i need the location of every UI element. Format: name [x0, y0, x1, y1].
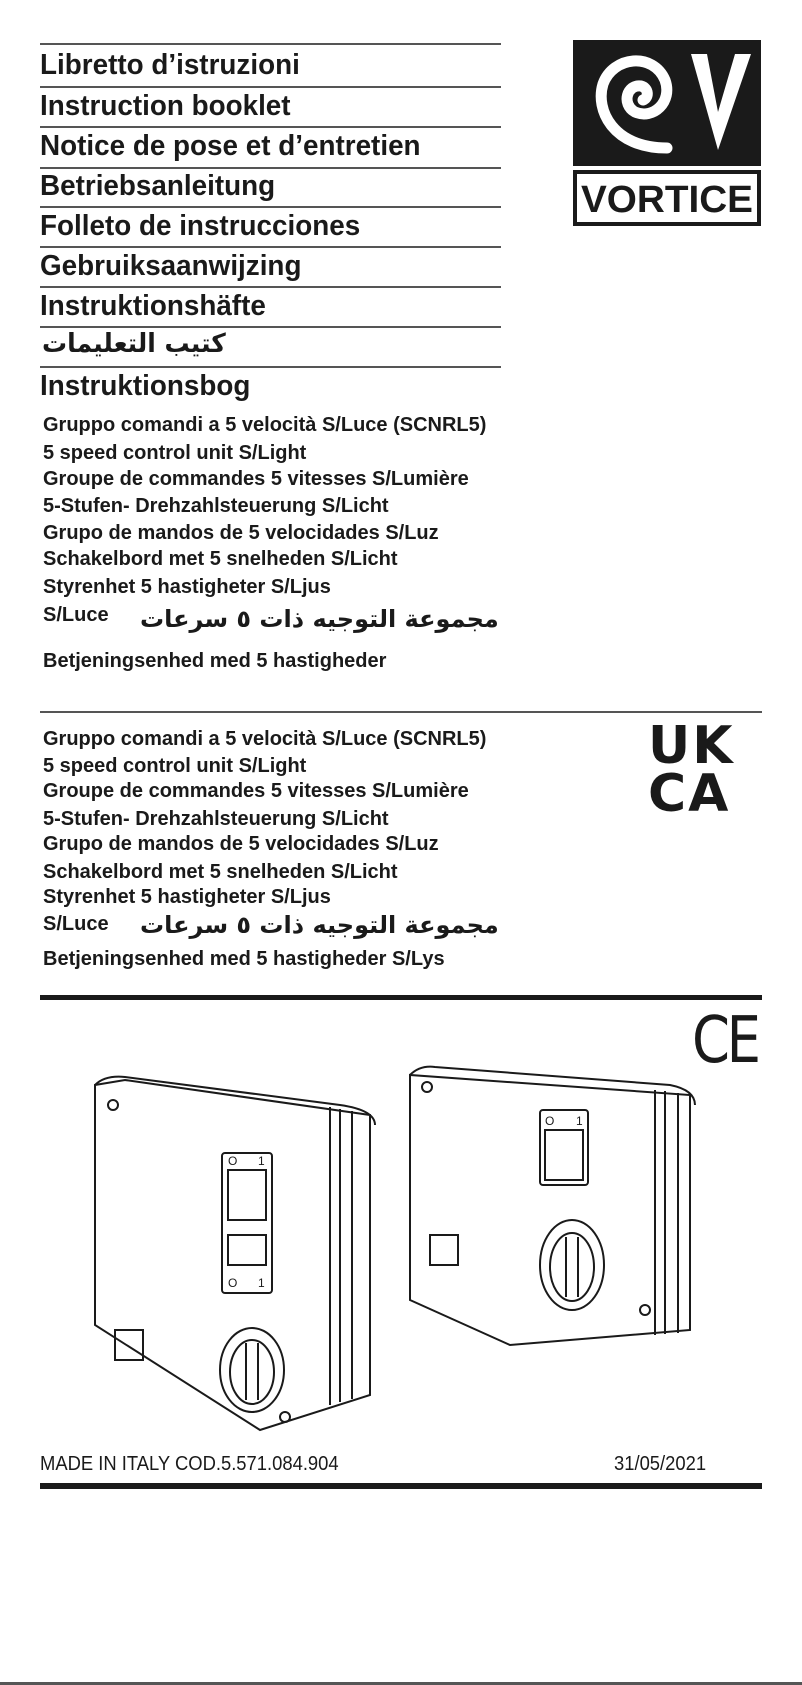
title-da: Instruktionsbog [40, 370, 251, 402]
divider [40, 167, 501, 169]
vortice-logo [573, 40, 761, 226]
ukca-top: UK [648, 716, 735, 776]
product-name-en: 5 speed control unit S/Light [43, 442, 307, 464]
title-sv: Instruktionshäfte [40, 290, 266, 322]
ukca-bottom: CA [648, 764, 731, 824]
product-name-de: 5-Stufen- Drehzahlsteuerung S/Licht [43, 495, 389, 517]
product-name-fr: Groupe de commandes 5 vitesses S/Lumière [43, 780, 469, 802]
product-code: MADE IN ITALY COD.5.571.084.904 [40, 1453, 339, 1475]
product-name-ar: مجموعة التوجيه ذات ٥ سرعات [140, 605, 499, 633]
svg-text:1: 1 [576, 1114, 583, 1128]
product-name-en: 5 speed control unit S/Light [43, 755, 307, 777]
section-divider [40, 711, 762, 713]
product-illustration [90, 1045, 710, 1440]
divider [40, 43, 501, 45]
product-name-fr: Groupe de commandes 5 vitesses S/Lumière [43, 468, 469, 490]
divider [40, 126, 501, 128]
svg-text:1: 1 [258, 1276, 265, 1290]
title-nl: Gebruiksaanwijzing [40, 250, 302, 282]
product-name-ar-prefix: S/Luce [43, 604, 109, 626]
title-de: Betriebsanleitung [40, 170, 276, 202]
product-name-da: Betjeningsenhed med 5 hastigheder [43, 650, 387, 672]
product-name-ar-prefix: S/Luce [43, 913, 109, 935]
divider [40, 86, 501, 88]
product-name-ar: مجموعة التوجيه ذات ٥ سرعات [140, 911, 499, 939]
title-ar: كتيب التعليمات [42, 329, 226, 359]
control-unit-left [95, 1077, 375, 1430]
product-name-nl: Schakelbord met 5 snelheden S/Licht [43, 861, 398, 883]
ukca-mark [648, 716, 735, 824]
footer-divider [40, 1483, 762, 1489]
svg-text:1: 1 [258, 1154, 265, 1168]
product-name-sv: Styrenhet 5 hastigheter S/Ljus [43, 576, 331, 598]
svg-text:O: O [228, 1276, 238, 1290]
product-name-es: Grupo de mandos de 5 velocidades S/Luz [43, 522, 439, 544]
svg-text:O: O [228, 1154, 238, 1168]
ce-mark: CE [692, 1004, 758, 1078]
divider [40, 286, 501, 288]
svg-text:VORTICE: VORTICE [581, 179, 753, 221]
title-fr: Notice de pose et d’entretien [40, 130, 421, 162]
product-name-da: Betjeningsenhed med 5 hastigheder S/Lys [43, 948, 445, 970]
title-it: Libretto d’istruzioni [40, 49, 300, 81]
product-name-it: Gruppo comandi a 5 velocità S/Luce (SCNRL5) [43, 728, 487, 750]
divider [40, 366, 501, 368]
product-name-sv: Styrenhet 5 hastigheter S/Ljus [43, 886, 331, 908]
svg-text:O: O [545, 1114, 555, 1128]
product-name-nl: Schakelbord met 5 snelheden S/Licht [43, 548, 398, 570]
divider [40, 246, 501, 248]
product-name-es: Grupo de mandos de 5 velocidades S/Luz [43, 833, 439, 855]
product-name-de: 5-Stufen- Drehzahlsteuerung S/Licht [43, 808, 389, 830]
title-es: Folleto de instrucciones [40, 210, 361, 242]
publication-date: 31/05/2021 [614, 1453, 707, 1475]
thick-divider [40, 995, 762, 1000]
title-en: Instruction booklet [40, 90, 291, 122]
control-unit-right [410, 1067, 695, 1345]
divider [40, 206, 501, 208]
product-name-it: Gruppo comandi a 5 velocità S/Luce (SCNRL5) [43, 414, 487, 436]
